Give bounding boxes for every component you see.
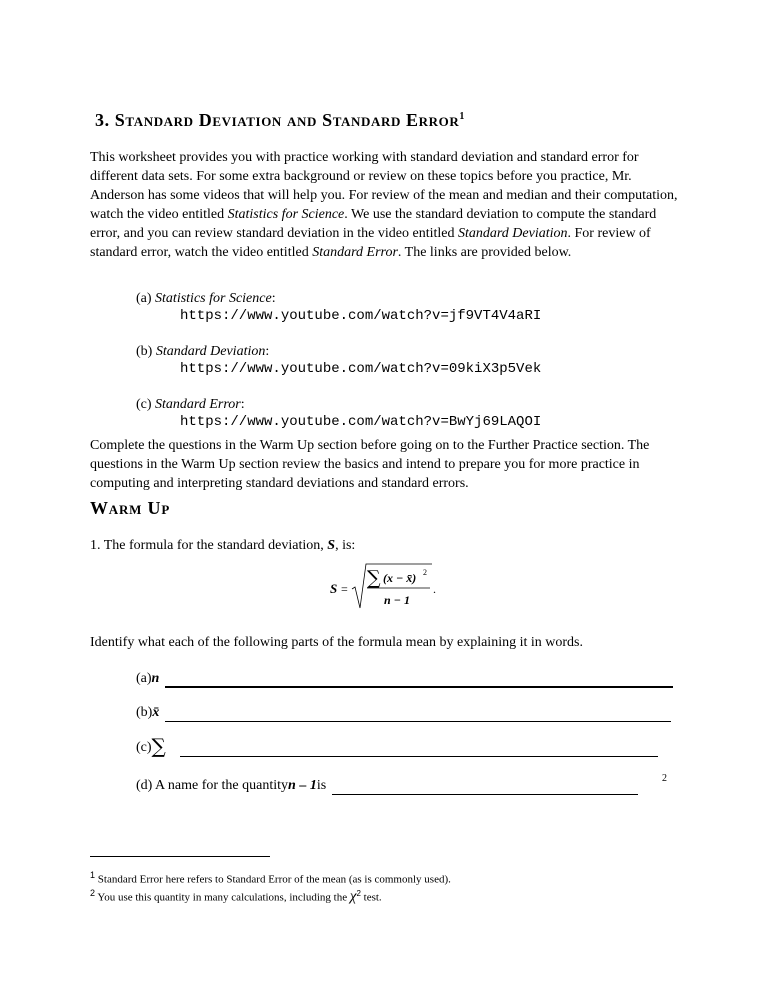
video-link-url[interactable]: https://www.youtube.com/watch?v=jf9VT4V4aRI xyxy=(180,308,542,324)
answer-blank-b[interactable] xyxy=(165,707,671,722)
part-a: (a) n xyxy=(136,669,673,688)
footnote-divider xyxy=(90,856,270,857)
footnote-1: $^1$ Standard Error here refers to Standard Error of the mean (as is commonly used). xyxy=(90,870,451,886)
formula-denominator: n − 1 xyxy=(384,593,410,607)
video-title-sd: Standard Deviation xyxy=(457,226,568,241)
video-title-se: Standard Error xyxy=(312,245,398,260)
instructions-paragraph: Complete the questions in the Warm Up section before going on to the Further Practice section. The questions in the Warm Up section review the basics and intend to prepare you for more practice in computing and interpreting standard deviations and standard errors. xyxy=(90,438,650,491)
intro-paragraph: This worksheet provides you with practice working with standard deviation and standard error for different data sets. For some extra background or review on these topics before you practice, Mr. Anderson has some videos that will help you. For review of the mean and median and their computation, watch the video entitled Statistics for Science. We use the standard deviation to compute the standard error, and you can review standard deviation in the video entitled Standard Deviation. For review of standard error, watch the video entitled Standard Error. The links are provided below. xyxy=(90,150,678,260)
formula-period: . xyxy=(433,582,436,596)
section-heading: Warm Up xyxy=(90,498,171,518)
link-item-b: (b) Standard Deviation: https://www.youtube.com/watch?v=09kiX3p5Vek xyxy=(136,342,656,395)
footnote-2: $^2$ You use this quantity in many calculations, including the $\chi^2$ test. xyxy=(90,888,382,905)
video-links-list xyxy=(136,289,656,448)
identify-instructions: Identify what each of the following parts of the formula mean by explaining it in words. xyxy=(90,635,583,650)
link-item-a: (a) Statistics for Science: https://www.youtube.com/watch?v=jf9VT4V4aRI xyxy=(136,289,656,342)
formula-equals: = xyxy=(341,582,348,596)
link-item-c: (c) Standard Error: https://www.youtube.com/watch?v=BwYj69LAQOI xyxy=(136,395,656,448)
page-title: 3. Standard Deviation and Standard Error$^1$ xyxy=(95,110,465,130)
formula-numerator: (x − x̄) xyxy=(383,571,417,585)
footnote-mark-2: 2 xyxy=(662,773,667,784)
part-d: (d) A name for the quantity n – 1 is xyxy=(136,776,638,795)
answer-blank-c[interactable] xyxy=(180,742,658,757)
video-title-statistics: Statistics for Science xyxy=(227,207,345,222)
answer-blank-d[interactable] xyxy=(332,780,638,795)
question-1: 1. The formula for the standard deviation, S, is: xyxy=(90,538,356,553)
std-dev-formula xyxy=(330,562,450,612)
part-c: (c) ∑ xyxy=(136,735,658,757)
formula-sum: ∑ xyxy=(367,567,381,589)
title-footnote-mark: 1 xyxy=(459,111,465,122)
video-link-url[interactable]: https://www.youtube.com/watch?v=09kiX3p5Vek xyxy=(180,361,542,377)
answer-blank-a[interactable] xyxy=(165,672,673,688)
video-link-url[interactable]: https://www.youtube.com/watch?v=BwYj69LAQOI xyxy=(180,414,542,430)
part-b: (b) x̄ xyxy=(136,703,671,722)
formula-exponent: 2 xyxy=(423,568,427,577)
formula-lhs: S xyxy=(330,581,338,596)
